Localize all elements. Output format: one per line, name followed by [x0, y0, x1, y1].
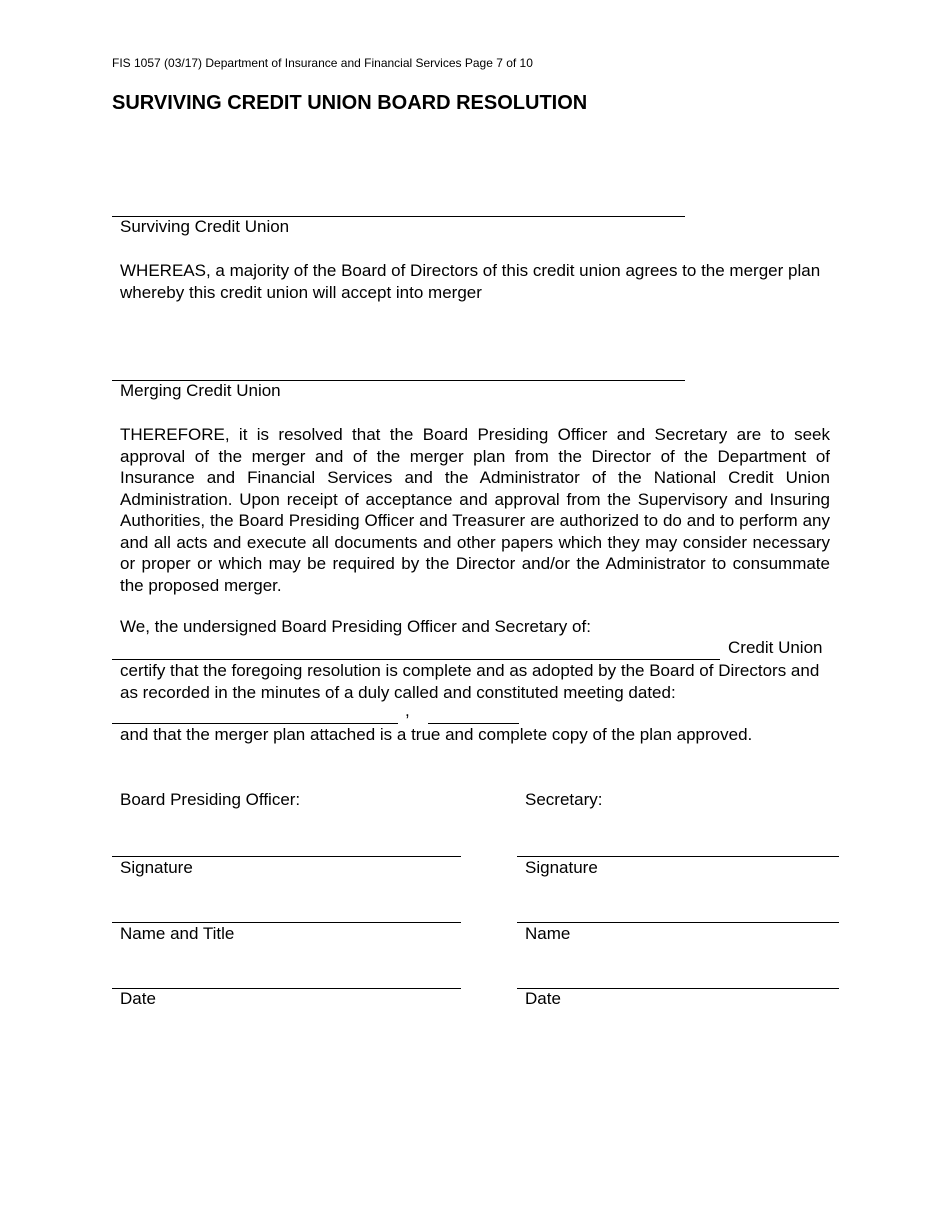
certify-paragraph: certify that the foregoing resolution is complete and as adopted by the Board of Directors and as recorded in the minutes of a duly called and constituted meeting dated:	[120, 661, 820, 702]
meeting-date-line[interactable]	[112, 723, 398, 724]
officer-heading: Board Presiding Officer:	[120, 790, 301, 809]
date-comma: ,	[405, 701, 410, 720]
certification-intro: We, the undersigned Board Presiding Officer and Secretary of:	[120, 617, 591, 636]
officer-name-label: Name and Title	[120, 924, 235, 943]
secretary-date-line[interactable]	[517, 988, 839, 989]
closing-statement: and that the merger plan attached is a true and complete copy of the plan approved.	[120, 725, 753, 744]
officer-name-line[interactable]	[112, 922, 461, 923]
page-title: SURVIVING CREDIT UNION BOARD RESOLUTION	[112, 92, 588, 114]
secretary-heading: Secretary:	[525, 790, 603, 809]
whereas-paragraph: WHEREAS, a majority of the Board of Directors of this credit union agrees to the merger plan whereby this credit union will accept into merger	[120, 261, 821, 302]
officer-signature-line[interactable]	[112, 856, 461, 857]
surviving-credit-union-label: Surviving Credit Union	[120, 217, 290, 236]
secretary-name-line[interactable]	[517, 922, 839, 923]
merging-credit-union-label: Merging Credit Union	[120, 381, 281, 400]
form-header: FIS 1057 (03/17) Department of Insurance and Financial Services Page 7 of 10	[112, 56, 533, 70]
secretary-name-label: Name	[525, 924, 571, 943]
secretary-signature-line[interactable]	[517, 856, 839, 857]
therefore-paragraph: THEREFORE, it is resolved that the Board Presiding Officer and Secretary are to seek approval of the merger and of the merger plan from the Director of the Department of Insurance and Financial Services and the Administrator of the National Credit Union Administration. Upon receipt of acceptance and approval from the Supervisory and Insuring Authorities, the Board Presiding Officer and Treasurer are authorized to do and to perform any and all acts and execute all documents and other papers which they may consider necessary or proper or which may be required by the Director and/or the Administrator to consummate the proposed merger.	[120, 425, 830, 595]
secretary-signature-label: Signature	[525, 858, 598, 877]
secretary-date-label: Date	[525, 989, 561, 1008]
officer-signature-label: Signature	[120, 858, 193, 877]
officer-date-line[interactable]	[112, 988, 461, 989]
meeting-year-line[interactable]	[428, 723, 519, 724]
credit-union-suffix: Credit Union	[728, 638, 823, 657]
officer-date-label: Date	[120, 989, 156, 1008]
